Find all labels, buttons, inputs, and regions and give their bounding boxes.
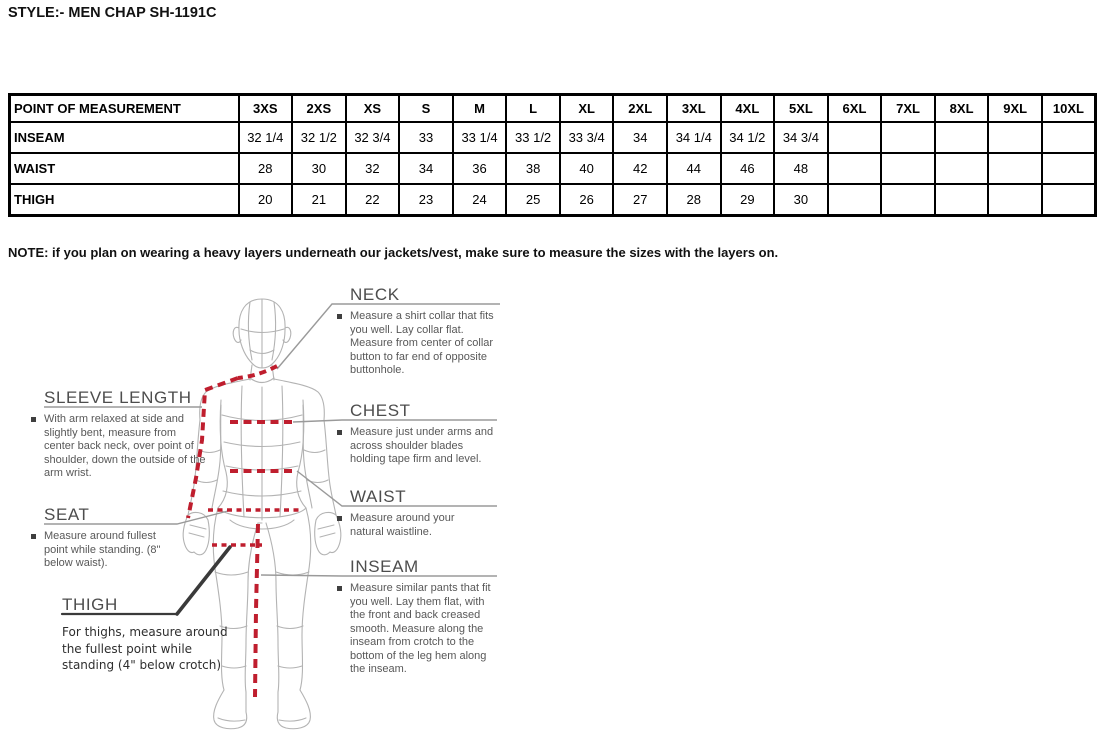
table-cell: 29 bbox=[721, 184, 775, 216]
table-cell bbox=[828, 122, 882, 153]
neck-measure-line bbox=[238, 366, 277, 378]
table-cell bbox=[881, 184, 935, 216]
table-cell: 33 3/4 bbox=[560, 122, 614, 153]
table-cell: 27 bbox=[613, 184, 667, 216]
col-header-xs: XS bbox=[346, 95, 400, 123]
callout-text-waist: Measure around your natural waistline. bbox=[350, 512, 455, 538]
table-cell: 21 bbox=[292, 184, 346, 216]
callout-seat bbox=[44, 506, 172, 571]
callout-heading-chest: CHEST bbox=[350, 401, 411, 420]
table-cell bbox=[1042, 184, 1096, 216]
callout-neck bbox=[350, 286, 502, 378]
col-header-7xl: 7XL bbox=[881, 95, 935, 123]
table-cell: 34 bbox=[613, 122, 667, 153]
table-cell: 20 bbox=[239, 184, 293, 216]
bullet-icon bbox=[337, 586, 342, 591]
col-header-xl: XL bbox=[560, 95, 614, 123]
col-header-m: M bbox=[453, 95, 507, 123]
table-cell: 38 bbox=[506, 153, 560, 184]
table-cell: 42 bbox=[613, 153, 667, 184]
table-row-waist bbox=[10, 153, 1096, 184]
callout-heading-inseam: INSEAM bbox=[350, 557, 419, 576]
table-cell: 48 bbox=[774, 153, 828, 184]
col-header-s: S bbox=[399, 95, 453, 123]
col-header-9xl: 9XL bbox=[988, 95, 1042, 123]
table-cell: 33 bbox=[399, 122, 453, 153]
callout-inseam bbox=[350, 558, 502, 677]
col-header-8xl: 8XL bbox=[935, 95, 989, 123]
table-cell: 34 1/2 bbox=[721, 122, 775, 153]
col-header-2xl: 2XL bbox=[613, 95, 667, 123]
table-cell: 32 1/4 bbox=[239, 122, 293, 153]
table-cell: 26 bbox=[560, 184, 614, 216]
table-cell: 25 bbox=[506, 184, 560, 216]
table-cell: 46 bbox=[721, 153, 775, 184]
table-cell: 36 bbox=[453, 153, 507, 184]
callout-thigh bbox=[62, 596, 230, 674]
col-header-10xl: 10XL bbox=[1042, 95, 1096, 123]
callout-heading-neck: NECK bbox=[350, 285, 400, 304]
table-cell: 23 bbox=[399, 184, 453, 216]
bullet-icon bbox=[31, 534, 36, 539]
callout-text-neck: Measure a shirt collar that fits you well. Lay collar flat. Measure from center of collar button to far end of opposite buttonhole. bbox=[350, 310, 494, 376]
callout-text-chest: Measure just under arms and across shoulder blades holding tape firm and level. bbox=[350, 426, 494, 465]
table-cell: 40 bbox=[560, 153, 614, 184]
table-cell: 33 1/4 bbox=[453, 122, 507, 153]
bullet-icon bbox=[337, 314, 342, 319]
table-header-row bbox=[10, 95, 1096, 123]
callout-waist bbox=[350, 488, 470, 539]
table-cell: 30 bbox=[292, 153, 346, 184]
col-header-l: L bbox=[506, 95, 560, 123]
inseam-measure-line bbox=[255, 524, 258, 697]
table-cell: 34 1/4 bbox=[667, 122, 721, 153]
table-cell bbox=[828, 184, 882, 216]
table-cell bbox=[935, 153, 989, 184]
table-cell: 30 bbox=[774, 184, 828, 216]
table-cell bbox=[1042, 122, 1096, 153]
table-cell bbox=[881, 122, 935, 153]
col-header-5xl: 5XL bbox=[774, 95, 828, 123]
table-cell: 32 bbox=[346, 153, 400, 184]
table-cell bbox=[881, 153, 935, 184]
table-cell: 28 bbox=[667, 184, 721, 216]
table-cell: 24 bbox=[453, 184, 507, 216]
table-cell: 32 1/2 bbox=[292, 122, 346, 153]
table-row-inseam bbox=[10, 122, 1096, 153]
table-cell: 34 bbox=[399, 153, 453, 184]
bullet-icon bbox=[337, 516, 342, 521]
callout-text-inseam: Measure similar pants that fit you well. Lay them flat, with the front and back creased smooth. Measure along the inseam from crotch to the bottom of the leg hem along the inseam. bbox=[350, 582, 491, 675]
callout-heading-sleeve-length: SLEEVE LENGTH bbox=[44, 388, 192, 407]
callout-sleeve-length bbox=[44, 389, 207, 481]
table-cell bbox=[988, 184, 1042, 216]
table-cell bbox=[935, 122, 989, 153]
bullet-icon bbox=[337, 430, 342, 435]
row-label-inseam: INSEAM bbox=[10, 122, 239, 153]
callout-text-thigh: For thighs, measure around the fullest point while standing (4" below crotch) bbox=[62, 625, 228, 672]
note-text: NOTE: if you plan on wearing a heavy layers underneath our jackets/vest, make sure to measure the sizes with the layers on. bbox=[8, 245, 779, 260]
col-header-2xs: 2XS bbox=[292, 95, 346, 123]
col-header-4xl: 4XL bbox=[721, 95, 775, 123]
callout-text-seat: Measure around fullest point while standing. (8" below waist). bbox=[44, 530, 161, 569]
table-cell: 44 bbox=[667, 153, 721, 184]
col-header-3xs: 3XS bbox=[239, 95, 293, 123]
size-chart-table bbox=[8, 93, 1097, 217]
col-header-6xl: 6XL bbox=[828, 95, 882, 123]
table-cell bbox=[1042, 153, 1096, 184]
callout-chest bbox=[350, 402, 498, 467]
callout-text-sleeve-length: With arm relaxed at side and slightly bent, measure from center back neck, over point of shoulder, down the outside of the arm wrist. bbox=[44, 413, 206, 479]
table-cell: 33 1/2 bbox=[506, 122, 560, 153]
row-label-waist: WAIST bbox=[10, 153, 239, 184]
callout-heading-seat: SEAT bbox=[44, 505, 90, 524]
bullet-icon bbox=[31, 417, 36, 422]
callout-heading-waist: WAIST bbox=[350, 487, 407, 506]
table-cell bbox=[828, 153, 882, 184]
page-title: STYLE:- MEN CHAP SH-1191C bbox=[8, 5, 217, 21]
col-header-point-of-measurement: POINT OF MEASUREMENT bbox=[10, 95, 239, 123]
table-cell: 34 3/4 bbox=[774, 122, 828, 153]
measurement-diagram bbox=[0, 280, 1107, 732]
table-cell bbox=[935, 184, 989, 216]
table-cell: 32 3/4 bbox=[346, 122, 400, 153]
row-label-thigh: THIGH bbox=[10, 184, 239, 216]
table-cell: 28 bbox=[239, 153, 293, 184]
col-header-3xl: 3XL bbox=[667, 95, 721, 123]
table-row-thigh bbox=[10, 184, 1096, 216]
table-cell: 22 bbox=[346, 184, 400, 216]
table-cell bbox=[988, 153, 1042, 184]
callout-heading-thigh: THIGH bbox=[62, 595, 118, 614]
table-cell bbox=[988, 122, 1042, 153]
